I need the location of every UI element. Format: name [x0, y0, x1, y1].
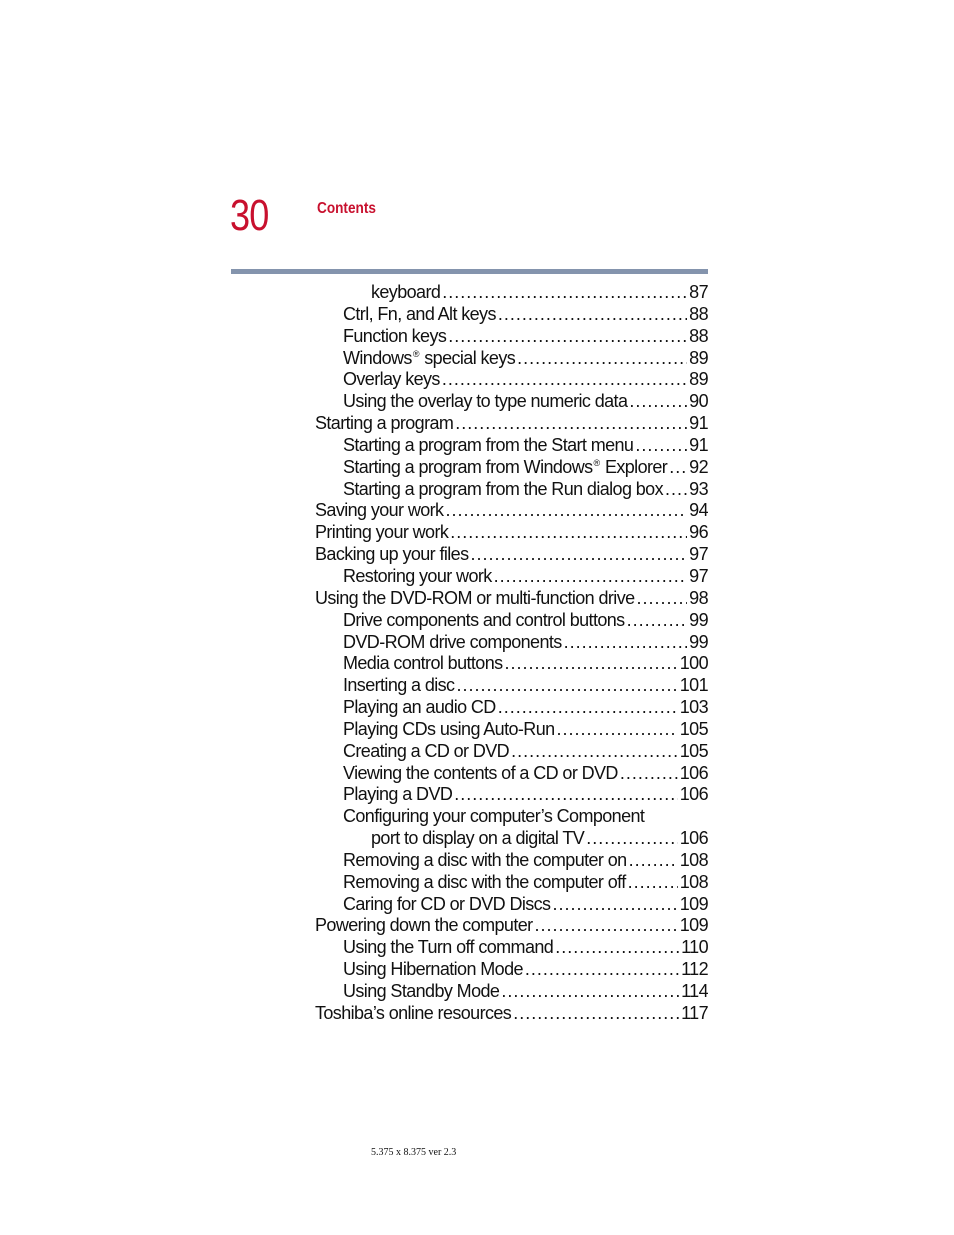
header-rule	[231, 269, 708, 274]
toc-entry-title-tail: Explorer	[600, 456, 668, 477]
dot-leader	[501, 981, 679, 1003]
toc-entry-title: Using the DVD-ROM or multi-function drive	[315, 587, 635, 608]
toc-entry	[315, 850, 708, 872]
toc-entry-title: Ctrl, Fn, and Alt keys	[343, 303, 496, 324]
toc-entry-label	[343, 697, 496, 719]
toc-entry	[315, 282, 708, 304]
toc-entry	[315, 326, 708, 348]
toc-entry-title: Powering down the computer	[315, 915, 533, 936]
toc-entry	[315, 435, 708, 457]
toc-page-number: 105	[679, 718, 708, 739]
toc-entry-title: Viewing the contents of a CD or DVD	[343, 762, 618, 783]
toc-entry-title: Using Hibernation Mode	[343, 959, 523, 980]
toc-page-number: 109	[679, 893, 708, 914]
toc-entry-title: Playing a DVD	[343, 784, 453, 805]
toc-entry	[315, 872, 708, 894]
footer-spec: 5.375 x 8.375 ver 2.3	[371, 1147, 457, 1158]
toc-page-number: 106	[679, 784, 708, 805]
toc-entry-title: Saving your work	[315, 500, 444, 521]
toc-entry-label	[343, 806, 644, 828]
toc-page-number: 114	[681, 981, 708, 1001]
toc-entry	[315, 763, 708, 785]
toc-entry	[315, 479, 708, 501]
toc-entry-label	[343, 632, 562, 654]
toc-entry-label	[343, 894, 550, 916]
toc-page-number: 90	[689, 391, 708, 412]
toc-page-number: 97	[689, 565, 708, 586]
toc-entry-title: DVD-ROM drive components	[343, 631, 562, 652]
toc-entry-label	[343, 981, 499, 1003]
toc-entry-label	[343, 850, 627, 872]
dot-leader	[450, 522, 687, 544]
toc-entry-title: Starting a program from the Start menu	[343, 434, 634, 455]
toc-page-number: 92	[689, 456, 708, 477]
toc-entry	[315, 632, 708, 654]
toc-entry	[315, 522, 708, 544]
toc-entry-title-tail: special keys	[419, 347, 516, 368]
toc-entry	[315, 719, 708, 741]
toc-entry	[315, 391, 708, 413]
dot-leader	[628, 872, 678, 894]
toc-page-number: 94	[689, 500, 708, 521]
dot-leader	[620, 763, 678, 785]
toc-entry	[315, 784, 708, 806]
toc-entry-title: Removing a disc with the computer on	[343, 849, 627, 870]
toc-entry-title: Overlay keys	[343, 369, 440, 390]
dot-leader	[557, 719, 678, 741]
dot-leader	[471, 544, 688, 566]
toc-entry-label	[343, 304, 496, 326]
toc-entry	[315, 304, 708, 326]
toc-entry	[315, 937, 708, 959]
toc-page-number: 88	[689, 303, 708, 324]
toc-entry-label	[315, 522, 448, 544]
toc-page-number: 103	[679, 697, 708, 718]
toc-entry-label	[343, 959, 523, 981]
toc-entry	[315, 959, 708, 981]
toc-entry-title: Creating a CD or DVD	[343, 740, 510, 761]
dot-leader	[552, 894, 677, 916]
toc-entry-title: Using the Turn off command	[343, 937, 554, 958]
registered-mark: ®	[593, 457, 600, 468]
toc-page-number: 91	[689, 413, 708, 434]
toc-entry-label	[343, 719, 555, 741]
dot-leader	[498, 304, 687, 326]
toc-page-number: 99	[689, 631, 708, 652]
dot-leader	[629, 850, 678, 872]
toc-entry-label	[343, 435, 633, 457]
toc-page-number: 88	[689, 325, 708, 346]
toc-page-number: 91	[689, 434, 708, 455]
toc-entry-label	[343, 653, 503, 675]
toc-entry	[315, 544, 708, 566]
toc-entry-label	[315, 413, 453, 435]
toc-entry-title: keyboard	[371, 282, 441, 302]
dot-leader	[442, 282, 687, 304]
page-number: 30	[230, 191, 269, 240]
toc-entry-title: Playing an audio CD	[343, 697, 496, 718]
dot-leader	[505, 653, 678, 675]
dot-leader	[525, 959, 679, 981]
toc-page-number: 110	[681, 937, 708, 958]
toc-entry-label	[315, 588, 635, 610]
toc-entry	[315, 675, 708, 697]
toc-entry-title: Media control buttons	[343, 653, 503, 674]
toc-entry	[315, 741, 708, 763]
toc-entry	[315, 653, 708, 675]
toc-page-number: 109	[679, 915, 708, 936]
toc-entry	[315, 828, 708, 850]
toc-entry-title: Drive components and control buttons	[343, 609, 625, 630]
toc-page-number: 105	[679, 740, 708, 761]
toc-entry-title: Toshiba’s online resources	[315, 1002, 512, 1023]
toc-entry-label	[315, 500, 443, 522]
dot-leader	[513, 1003, 679, 1025]
toc-entry	[315, 348, 708, 370]
toc-entry-label	[343, 872, 626, 894]
toc-page-number: 97	[689, 544, 708, 565]
toc-page-number: 106	[679, 828, 708, 849]
toc-entry-title: Starting a program	[315, 413, 454, 434]
dot-leader	[494, 566, 688, 588]
toc-entry-label	[343, 457, 667, 479]
dot-leader	[669, 457, 687, 479]
toc-entry-label	[343, 784, 452, 806]
toc-entry-title: Windows	[343, 347, 412, 368]
toc-entry-title: Printing your work	[315, 522, 449, 543]
registered-mark: ®	[412, 348, 419, 359]
dot-leader	[455, 413, 687, 435]
toc-entry	[315, 500, 708, 522]
toc-entry	[315, 413, 708, 435]
toc-entry	[315, 806, 708, 828]
dot-leader	[627, 610, 688, 632]
dot-leader	[456, 675, 677, 697]
dot-leader	[448, 326, 687, 348]
toc-page-number: 98	[689, 587, 708, 608]
toc-entry-label	[343, 326, 446, 348]
toc-entry	[315, 915, 708, 937]
dot-leader	[555, 937, 679, 959]
dot-leader	[665, 479, 687, 501]
toc-page-number: 112	[681, 959, 708, 980]
toc-page-number: 108	[679, 871, 708, 892]
toc-entry-title: Caring for CD or DVD Discs	[343, 893, 551, 914]
toc-entry	[315, 457, 708, 479]
dot-leader	[535, 915, 678, 937]
toc-page-number: 89	[689, 347, 708, 368]
dot-leader	[517, 348, 687, 370]
toc-page-number: 96	[689, 522, 708, 543]
dot-leader	[586, 828, 678, 850]
toc-entry	[315, 697, 708, 719]
section-title: Contents	[317, 200, 376, 217]
toc-entry-title: Starting a program from Windows	[343, 456, 593, 477]
toc-entry	[315, 981, 708, 1003]
toc-entry	[315, 588, 708, 610]
dot-leader	[629, 391, 687, 413]
toc-entry-title: Backing up your files	[315, 544, 469, 565]
toc-entry-label	[371, 828, 584, 850]
toc-entry-label	[343, 763, 618, 785]
toc-entry-title: Restoring your work	[343, 565, 492, 586]
toc-page-number: 87	[689, 282, 708, 302]
toc-entry-label	[315, 544, 469, 566]
toc-page-number: 93	[689, 478, 708, 499]
toc-entry-label	[343, 369, 440, 391]
dot-leader	[635, 435, 687, 457]
dot-leader	[442, 369, 687, 391]
toc-entry-label	[343, 479, 663, 501]
dot-leader	[445, 500, 687, 522]
toc-entry-title: Inserting a disc	[343, 675, 455, 696]
toc-entry-title: Function keys	[343, 325, 447, 346]
toc-entry-title: Playing CDs using Auto-Run	[343, 718, 555, 739]
toc-entry-title: port to display on a digital TV	[371, 828, 585, 849]
toc-page-number: 100	[679, 653, 708, 674]
toc-entry-label	[343, 937, 553, 959]
dot-leader	[511, 741, 678, 763]
toc-page-number: 89	[689, 369, 708, 390]
toc-entry-title: Configuring your computer’s Component	[343, 806, 645, 827]
table-of-contents	[315, 282, 708, 1025]
toc-entry-label	[315, 915, 533, 937]
toc-entry-label	[343, 566, 492, 588]
dot-leader	[637, 588, 688, 610]
toc-entry-label	[371, 282, 440, 304]
toc-entry-title: Starting a program from the Run dialog box	[343, 478, 663, 499]
dot-leader	[564, 632, 688, 654]
toc-page-number: 101	[679, 675, 708, 696]
toc-entry-label	[343, 741, 509, 763]
dot-leader	[454, 784, 678, 806]
toc-entry	[315, 894, 708, 916]
toc-page-number: 117	[681, 1002, 708, 1023]
toc-entry-label	[343, 348, 515, 370]
toc-entry-label	[315, 1003, 511, 1025]
toc-entry-label	[343, 610, 625, 632]
toc-page-number: 99	[689, 609, 708, 630]
toc-entry	[315, 610, 708, 632]
toc-page-number: 106	[679, 762, 708, 783]
dot-leader	[498, 697, 678, 719]
toc-entry-title: Using Standby Mode	[343, 981, 500, 1001]
toc-entry	[315, 369, 708, 391]
toc-entry-title: Using the overlay to type numeric data	[343, 391, 628, 412]
toc-page-number: 108	[679, 849, 708, 870]
toc-entry-label	[343, 391, 627, 413]
toc-entry	[315, 1003, 708, 1025]
toc-entry-label	[343, 675, 454, 697]
toc-entry	[315, 566, 708, 588]
toc-entry-title: Removing a disc with the computer off	[343, 871, 626, 892]
